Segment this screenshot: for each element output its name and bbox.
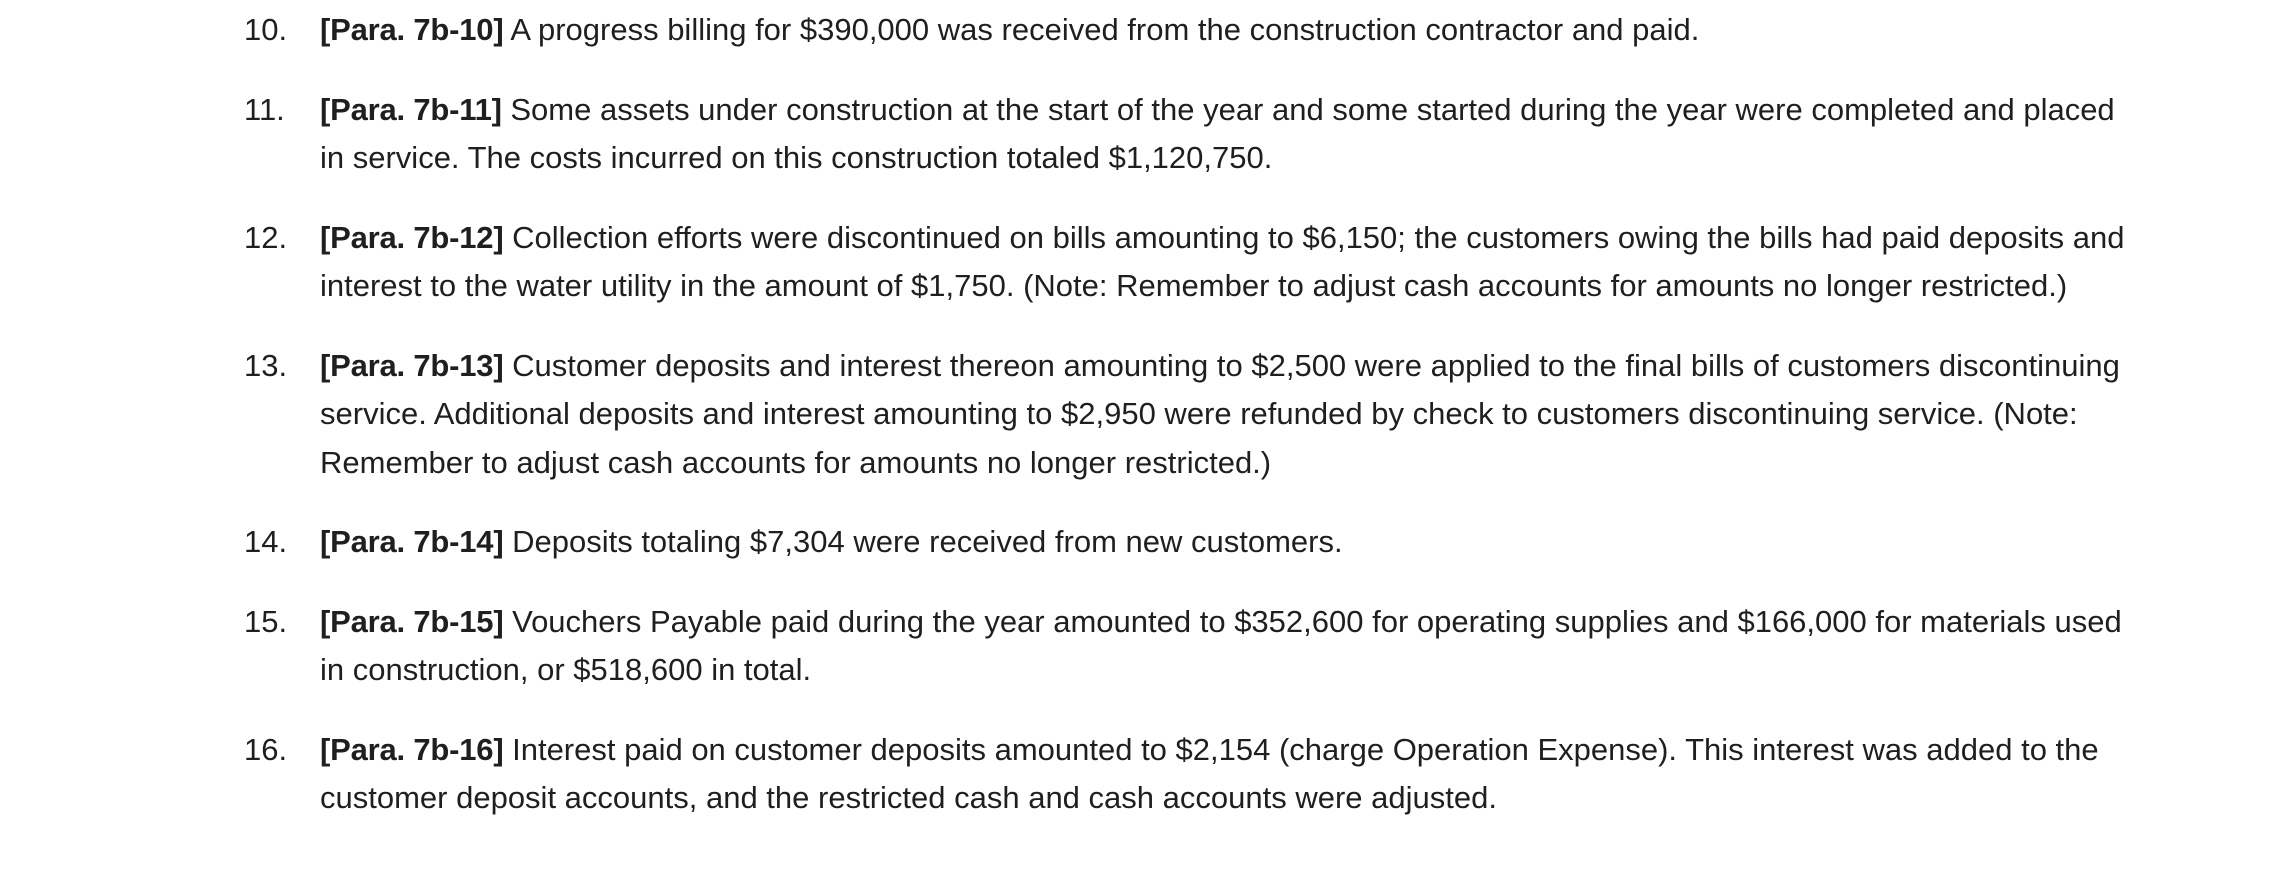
list-item xyxy=(0,518,2284,567)
item-body: Vouchers Payable paid during the year amounted to $352,600 for operating supplies and $166,000 for materials used in construction, or $518,600 in total. xyxy=(320,603,2122,687)
item-body: Interest paid on customer deposits amounted to $2,154 (charge Operation Expense). This interest was added to the customer deposit accounts, and the restricted cash and cash accounts were adjusted. xyxy=(320,731,2099,815)
item-number: 13. xyxy=(244,347,288,383)
item-text xyxy=(320,86,2130,183)
item-text xyxy=(320,6,2130,55)
list-item xyxy=(0,726,2284,823)
paragraph-reference: [Para. 7b-13] xyxy=(320,347,504,383)
item-text xyxy=(320,214,2130,311)
paragraph-reference: [Para. 7b-15] xyxy=(320,603,504,639)
item-body: Some assets under construction at the start of the year and some started during the year were completed and placed in service. The costs incurred on this construction totaled $1,120,750. xyxy=(320,91,2115,175)
item-text xyxy=(320,598,2130,695)
item-body: A progress billing for $390,000 was received from the construction contractor and paid. xyxy=(503,12,1700,47)
list-item xyxy=(0,598,2284,695)
item-text xyxy=(320,518,2130,567)
item-body: Collection efforts were discontinued on bills amounting to $6,150; the customers owing the bills had paid deposits and interest to the water utility in the amount of $1,750. (Note: Remember to adjust cash accounts for amounts no longer restricted.) xyxy=(320,219,2125,303)
paragraph-reference: [Para. 7b-12] xyxy=(320,219,504,255)
item-number: 12. xyxy=(244,219,288,255)
transaction-list xyxy=(0,6,2284,854)
list-item xyxy=(0,342,2284,488)
list-item xyxy=(0,86,2284,183)
item-number: 16. xyxy=(244,731,288,767)
paragraph-reference: [Para. 7b-10] xyxy=(320,12,504,47)
item-number: 11. xyxy=(244,91,285,127)
paragraph-reference: [Para. 7b-16] xyxy=(320,731,504,767)
item-number: 15. xyxy=(244,603,288,639)
paragraph-reference: [Para. 7b-11] xyxy=(320,91,502,127)
list-item xyxy=(0,214,2284,311)
item-number: 10. xyxy=(244,12,288,47)
item-body: Deposits totaling $7,304 were received from new customers. xyxy=(503,524,1343,559)
list-item xyxy=(0,6,2284,55)
item-text xyxy=(320,342,2130,488)
item-text xyxy=(320,726,2130,823)
item-number: 14. xyxy=(244,524,288,559)
paragraph-reference: [Para. 7b-14] xyxy=(320,524,504,559)
item-body: Customer deposits and interest thereon amounting to $2,500 were applied to the final bills of customers discontinuing service. Additional deposits and interest amounting to $2,950 were refunded by check to customers discontinuing service. (Note: Remember to adjust cash accounts for amounts no longer restricted.) xyxy=(320,347,2120,480)
